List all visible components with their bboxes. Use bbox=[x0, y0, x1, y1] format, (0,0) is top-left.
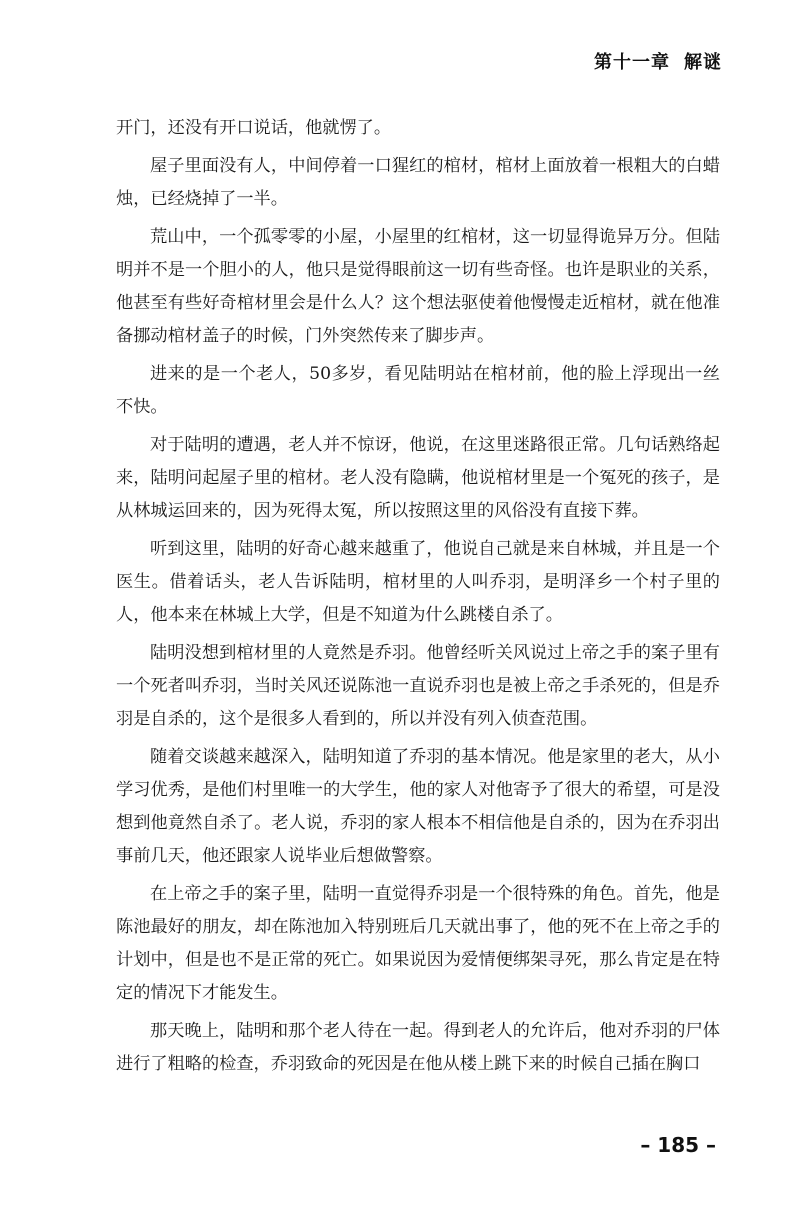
paragraph: 开门，还没有开口说话，他就愣了。 bbox=[116, 118, 392, 138]
paragraph: 进来的是一个老人，50多岁，看见陆明站在棺材前，他的脸上浮现出一丝不快。 bbox=[116, 364, 720, 417]
running-header bbox=[594, 48, 722, 74]
page-number: – 185 – bbox=[640, 1133, 716, 1157]
paragraph: 陆明没想到棺材里的人竟然是乔羽。他曾经听关风说过上帝之手的案子里有一个死者叫乔羽，当时关风还说陈池一直说乔羽也是被上帝之手杀死的，但是乔羽是自杀的，这个是很多人看到的，所以并没有列入侦查范围。 bbox=[116, 643, 720, 729]
paragraph: 随着交谈越来越深入，陆明知道了乔羽的基本情况。他是家里的老大，从小学习优秀，是他们村里唯一的大学生，他的家人对他寄予了很大的希望，可是没想到他竟然自杀了。老人说，乔羽的家人根本不相信他是自杀的，因为在乔羽出事前几天，他还跟家人说毕业后想做警察。 bbox=[116, 747, 720, 866]
paragraph: 屋子里面没有人，中间停着一口猩红的棺材，棺材上面放着一根粗大的白蜡烛，已经烧掉了一半。 bbox=[116, 156, 720, 209]
paragraph: 荒山中，一个孤零零的小屋，小屋里的红棺材，这一切显得诡异万分。但陆明并不是一个胆小的人，他只是觉得眼前这一切有些奇怪。也许是职业的关系，他甚至有些好奇棺材里会是什么人？这个想法驱使着他慢慢走近棺材，就在他准备挪动棺材盖子的时候，门外突然传来了脚步声。 bbox=[116, 227, 720, 346]
chapter-number: 第十一章 bbox=[594, 52, 670, 73]
paragraph: 在上帝之手的案子里，陆明一直觉得乔羽是一个很特殊的角色。首先，他是陈池最好的朋友，却在陈池加入特别班后几天就出事了，他的死不在上帝之手的计划中，但是也不是正常的死亡。如果说因为爱情便绑架寻死，那么肯定是在特定的情况下才能发生。 bbox=[116, 884, 720, 1003]
body-text bbox=[116, 112, 720, 1086]
chapter-title: 解谜 bbox=[684, 52, 722, 73]
paragraph: 对于陆明的遭遇，老人并不惊讶，他说，在这里迷路很正常。几句话熟络起来，陆明问起屋子里的棺材。老人没有隐瞒，他说棺材里是一个冤死的孩子，是从林城运回来的，因为死得太冤，所以按照这里的风俗没有直接下葬。 bbox=[116, 435, 720, 521]
paragraph: 听到这里，陆明的好奇心越来越重了，他说自己就是来自林城，并且是一个医生。借着话头，老人告诉陆明，棺材里的人叫乔羽，是明泽乡一个村子里的人，他本来在林城上大学，但是不知道为什么跳楼自杀了。 bbox=[116, 539, 720, 625]
paragraph: 那天晚上，陆明和那个老人待在一起。得到老人的允许后，他对乔羽的尸体进行了粗略的检查，乔羽致命的死因是在他从楼上跳下来的时候自己插在胸口 bbox=[116, 1021, 720, 1074]
